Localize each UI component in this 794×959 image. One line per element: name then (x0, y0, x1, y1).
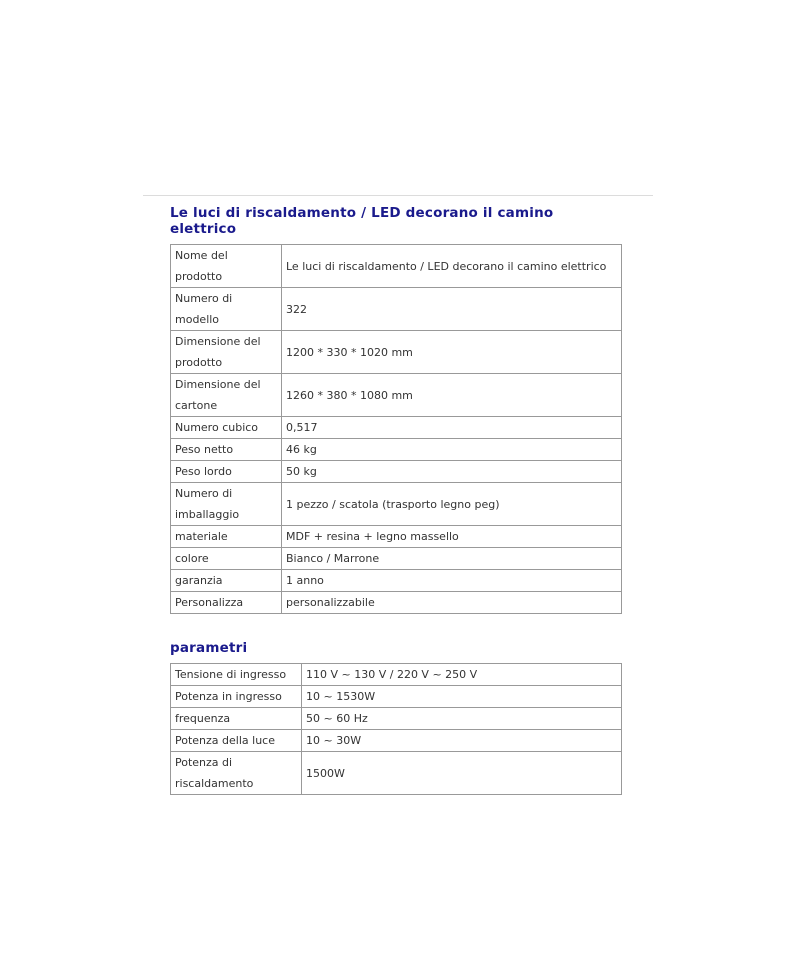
table-row (171, 548, 622, 570)
table-row (171, 417, 622, 439)
row-value: 1 pezzo / scatola (trasporto legno peg) (282, 483, 622, 526)
parameters-title: parametri (170, 640, 248, 656)
row-label: Numero cubico (171, 417, 282, 439)
page-title: Le luci di riscaldamento / LED decorano il camino elettrico (170, 205, 554, 237)
parameters-table (170, 663, 622, 795)
row-label: Dimensione del cartone (171, 374, 282, 417)
row-label: frequenza (171, 708, 302, 730)
row-label: Tensione di ingresso (171, 664, 302, 686)
row-label: materiale (171, 526, 282, 548)
row-label: Potenza della luce (171, 730, 302, 752)
row-value: 1200 * 330 * 1020 mm (282, 331, 622, 374)
table-row (171, 708, 622, 730)
row-value: 50 kg (282, 461, 622, 483)
table-row (171, 331, 622, 374)
top-divider (143, 195, 653, 196)
table-row (171, 592, 622, 614)
table-row (171, 245, 622, 288)
table-row (171, 461, 622, 483)
table-row (171, 526, 622, 548)
table-row (171, 483, 622, 526)
row-label: colore (171, 548, 282, 570)
row-value: 1260 * 380 * 1080 mm (282, 374, 622, 417)
row-label: Dimensione del prodotto (171, 331, 282, 374)
row-label: Potenza di riscaldamento (171, 752, 302, 795)
row-value: MDF + resina + legno massello (282, 526, 622, 548)
table-row (171, 752, 622, 795)
row-value: 322 (282, 288, 622, 331)
row-label: Personalizza (171, 592, 282, 614)
table-row (171, 730, 622, 752)
row-value: 1 anno (282, 570, 622, 592)
row-value: 46 kg (282, 439, 622, 461)
table-row (171, 439, 622, 461)
row-label: Nome del prodotto (171, 245, 282, 288)
table-row (171, 570, 622, 592)
table-row (171, 664, 622, 686)
product-detail-section (170, 205, 624, 795)
row-label: Peso netto (171, 439, 282, 461)
row-value: 1500W (302, 752, 622, 795)
product-spec-table (170, 244, 622, 614)
row-value: Le luci di riscaldamento / LED decorano il camino elettrico (282, 245, 622, 288)
row-value: personalizzabile (282, 592, 622, 614)
table-row (171, 686, 622, 708)
row-value: Bianco / Marrone (282, 548, 622, 570)
row-label: Potenza in ingresso (171, 686, 302, 708)
row-label: garanzia (171, 570, 282, 592)
section-spacer (170, 614, 624, 640)
row-value: 10 ~ 30W (302, 730, 622, 752)
row-value: 50 ~ 60 Hz (302, 708, 622, 730)
table-row (171, 374, 622, 417)
row-value: 110 V ~ 130 V / 220 V ~ 250 V (302, 664, 622, 686)
row-label: Numero di imballaggio (171, 483, 282, 526)
row-label: Peso lordo (171, 461, 282, 483)
row-value: 10 ~ 1530W (302, 686, 622, 708)
row-value: 0,517 (282, 417, 622, 439)
row-label: Numero di modello (171, 288, 282, 331)
table-row (171, 288, 622, 331)
